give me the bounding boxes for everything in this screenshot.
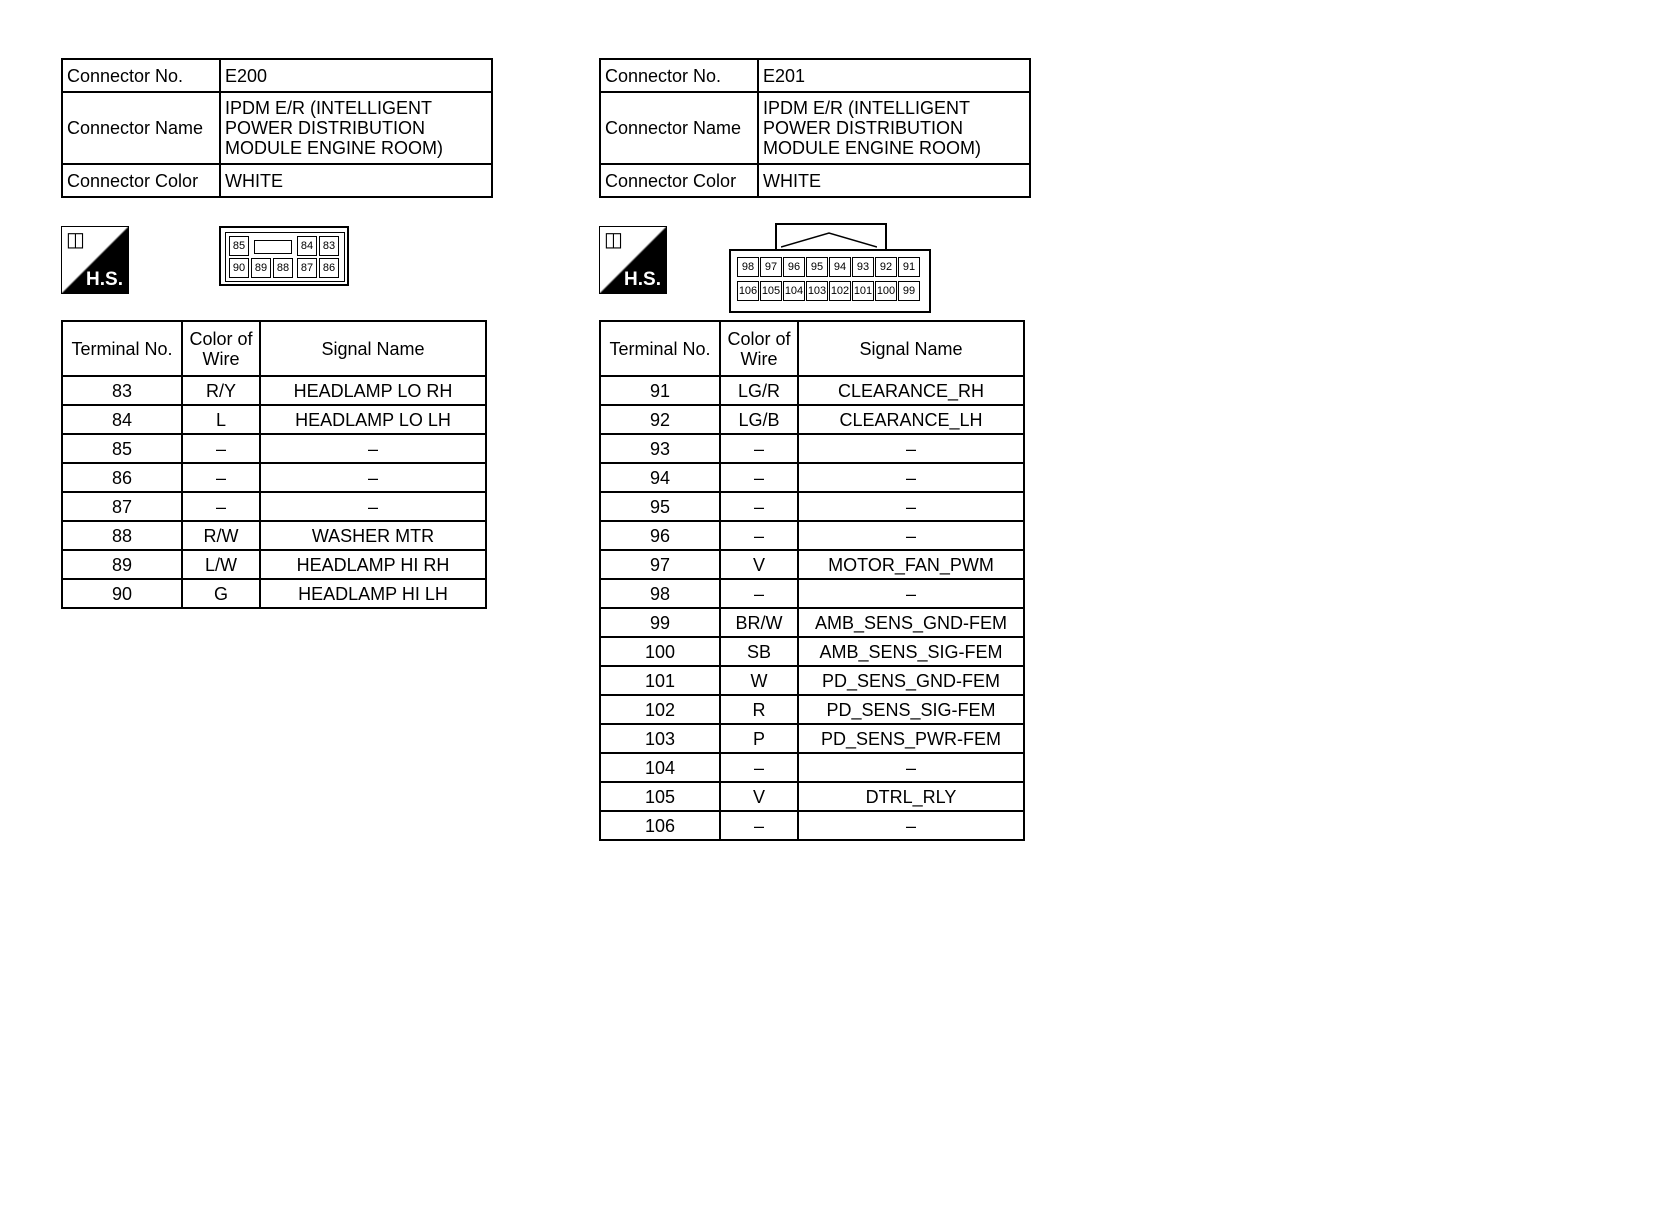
table-row [600, 811, 1024, 840]
table-row [62, 463, 486, 492]
table-row [62, 521, 486, 550]
connector-e200 [61, 58, 493, 609]
table-row [600, 550, 1024, 579]
connector-no-value: E200 [220, 59, 492, 92]
terminal-no-cell: 100 [600, 637, 720, 666]
wire-color-cell: SB [720, 637, 798, 666]
signal-name-cell: HEADLAMP HI LH [260, 579, 486, 608]
connector-name-value: IPDM E/R (INTELLIGENT POWER DISTRIBUTION MODULE ENGINE ROOM) [220, 92, 492, 164]
terminal-no-cell: 89 [62, 550, 182, 579]
pin: 98 [737, 257, 759, 277]
pin: 86 [319, 258, 339, 278]
wire-color-cell: L [182, 405, 260, 434]
plug-icon: ◫ [66, 229, 85, 251]
harness-side-icon [599, 226, 667, 294]
terminal-no-cell: 96 [600, 521, 720, 550]
connector-diagram-area [61, 198, 493, 320]
connector-diagram-area [599, 198, 1031, 320]
pin: 85 [229, 236, 249, 256]
signal-name-cell: – [260, 463, 486, 492]
table-row [62, 405, 486, 434]
signal-name-cell: HEADLAMP LO RH [260, 376, 486, 405]
terminal-no-cell: 101 [600, 666, 720, 695]
signal-name-cell: CLEARANCE_LH [798, 405, 1024, 434]
signal-name-cell: PD_SENS_GND-FEM [798, 666, 1024, 695]
hs-label: H.S. [624, 269, 661, 290]
wire-color-cell: BR/W [720, 608, 798, 637]
color-of-wire-header: Color of Wire [720, 321, 798, 376]
pin: 100 [875, 281, 897, 301]
terminal-no-cell: 85 [62, 434, 182, 463]
terminal-no-cell: 92 [600, 405, 720, 434]
wire-color-cell: L/W [182, 550, 260, 579]
wire-color-cell: LG/B [720, 405, 798, 434]
signal-name-cell: WASHER MTR [260, 521, 486, 550]
table-row [600, 492, 1024, 521]
pin: 94 [829, 257, 851, 277]
signal-name-cell: – [798, 521, 1024, 550]
terminal-no-cell: 102 [600, 695, 720, 724]
signal-name-cell: HEADLAMP LO LH [260, 405, 486, 434]
signal-name-cell: – [798, 753, 1024, 782]
hs-label: H.S. [86, 269, 123, 290]
table-row [62, 434, 486, 463]
terminal-no-cell: 87 [62, 492, 182, 521]
table-row [600, 521, 1024, 550]
terminal-no-cell: 104 [600, 753, 720, 782]
terminal-table [61, 320, 487, 609]
connector-no-label: Connector No. [62, 59, 220, 92]
pin: 88 [273, 258, 293, 278]
terminal-no-cell: 103 [600, 724, 720, 753]
table-row [600, 579, 1024, 608]
wire-color-cell: R/Y [182, 376, 260, 405]
signal-name-cell: – [260, 434, 486, 463]
signal-name-cell: – [798, 579, 1024, 608]
connector-no-value: E201 [758, 59, 1030, 92]
terminal-no-cell: 97 [600, 550, 720, 579]
terminal-no-cell: 88 [62, 521, 182, 550]
connector-color-value: WHITE [758, 164, 1030, 197]
latch-chevron-icon [781, 231, 877, 249]
signal-name-cell: – [798, 811, 1024, 840]
wire-color-cell: – [182, 434, 260, 463]
terminal-no-cell: 93 [600, 434, 720, 463]
pin: 99 [898, 281, 920, 301]
pin: 105 [760, 281, 782, 301]
pin: 104 [783, 281, 805, 301]
table-row [600, 782, 1024, 811]
terminal-no-cell: 86 [62, 463, 182, 492]
table-row [600, 724, 1024, 753]
pin: 95 [806, 257, 828, 277]
terminal-no-header: Terminal No. [62, 321, 182, 376]
color-of-wire-header: Color of Wire [182, 321, 260, 376]
signal-name-header: Signal Name [260, 321, 486, 376]
signal-name-cell: MOTOR_FAN_PWM [798, 550, 1024, 579]
pin: 93 [852, 257, 874, 277]
pin: 106 [737, 281, 759, 301]
table-row [600, 376, 1024, 405]
wire-color-cell: – [720, 492, 798, 521]
pin: 96 [783, 257, 805, 277]
pin-layout-e201 [729, 223, 931, 313]
wire-color-cell: V [720, 550, 798, 579]
signal-name-cell: CLEARANCE_RH [798, 376, 1024, 405]
terminal-no-cell: 95 [600, 492, 720, 521]
signal-name-header: Signal Name [798, 321, 1024, 376]
table-row [600, 637, 1024, 666]
pin: 90 [229, 258, 249, 278]
connector-name-value: IPDM E/R (INTELLIGENT POWER DISTRIBUTION MODULE ENGINE ROOM) [758, 92, 1030, 164]
connector-e201 [599, 58, 1031, 841]
terminal-no-cell: 90 [62, 579, 182, 608]
wire-color-cell: – [720, 521, 798, 550]
connector-name-label: Connector Name [62, 92, 220, 164]
signal-name-cell: – [798, 463, 1024, 492]
plug-icon: ◫ [604, 229, 623, 251]
table-row [600, 463, 1024, 492]
wire-color-cell: LG/R [720, 376, 798, 405]
terminal-no-cell: 94 [600, 463, 720, 492]
wire-color-cell: – [720, 753, 798, 782]
signal-name-cell: AMB_SENS_SIG-FEM [798, 637, 1024, 666]
terminal-table [599, 320, 1025, 841]
wire-color-cell: R/W [182, 521, 260, 550]
wire-color-cell: – [720, 579, 798, 608]
table-row [600, 695, 1024, 724]
wire-color-cell: V [720, 782, 798, 811]
pin: 87 [297, 258, 317, 278]
signal-name-cell: AMB_SENS_GND-FEM [798, 608, 1024, 637]
table-row [62, 492, 486, 521]
connector-info-table [61, 58, 493, 198]
table-row [600, 405, 1024, 434]
connector-color-label: Connector Color [600, 164, 758, 197]
connector-name-label: Connector Name [600, 92, 758, 164]
table-row [62, 550, 486, 579]
wire-color-cell: – [182, 492, 260, 521]
wire-color-cell: – [720, 434, 798, 463]
terminal-no-cell: 83 [62, 376, 182, 405]
terminal-no-header: Terminal No. [600, 321, 720, 376]
pin-key-slot [254, 240, 292, 254]
terminal-no-cell: 84 [62, 405, 182, 434]
pin: 91 [898, 257, 920, 277]
terminal-no-cell: 99 [600, 608, 720, 637]
table-row [600, 608, 1024, 637]
table-row [600, 666, 1024, 695]
terminal-no-cell: 98 [600, 579, 720, 608]
connector-color-label: Connector Color [62, 164, 220, 197]
harness-side-icon [61, 226, 129, 294]
terminal-no-cell: 106 [600, 811, 720, 840]
connector-no-label: Connector No. [600, 59, 758, 92]
wire-color-cell: G [182, 579, 260, 608]
terminal-no-cell: 105 [600, 782, 720, 811]
pin: 101 [852, 281, 874, 301]
signal-name-cell: – [798, 492, 1024, 521]
pin: 102 [829, 281, 851, 301]
wire-color-cell: – [720, 811, 798, 840]
signal-name-cell: PD_SENS_PWR-FEM [798, 724, 1024, 753]
connector-color-value: WHITE [220, 164, 492, 197]
table-row [62, 579, 486, 608]
wire-color-cell: – [182, 463, 260, 492]
connector-info-table [599, 58, 1031, 198]
signal-name-cell: DTRL_RLY [798, 782, 1024, 811]
pin-layout-e200 [219, 226, 349, 286]
table-row [600, 753, 1024, 782]
signal-name-cell: HEADLAMP HI RH [260, 550, 486, 579]
pin: 92 [875, 257, 897, 277]
wire-color-cell: P [720, 724, 798, 753]
table-row [600, 434, 1024, 463]
table-row [62, 376, 486, 405]
pin: 103 [806, 281, 828, 301]
pin: 84 [297, 236, 317, 256]
signal-name-cell: – [798, 434, 1024, 463]
terminal-no-cell: 91 [600, 376, 720, 405]
pin: 89 [251, 258, 271, 278]
pin: 97 [760, 257, 782, 277]
pin: 83 [319, 236, 339, 256]
wire-color-cell: – [720, 463, 798, 492]
wire-color-cell: R [720, 695, 798, 724]
signal-name-cell: PD_SENS_SIG-FEM [798, 695, 1024, 724]
signal-name-cell: – [260, 492, 486, 521]
wire-color-cell: W [720, 666, 798, 695]
